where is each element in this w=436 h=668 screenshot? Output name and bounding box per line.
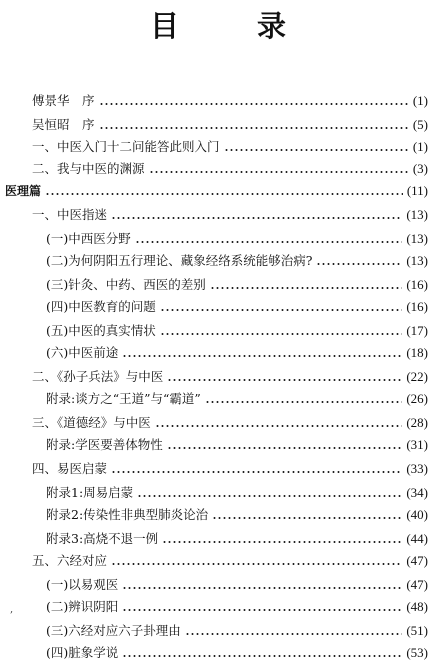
toc-entry-page-number: (47) <box>406 577 428 592</box>
toc-entry-page-number: (16) <box>406 299 428 314</box>
toc-entry <box>46 390 428 408</box>
toc-entry-page-number: (33) <box>406 461 428 476</box>
toc-entry-page-number: (31) <box>406 437 428 452</box>
dot-leader <box>99 119 409 137</box>
dot-leader <box>122 579 402 597</box>
dot-leader <box>185 625 403 643</box>
toc-entry <box>46 576 428 594</box>
dot-leader <box>162 533 402 551</box>
toc-entry <box>32 116 428 134</box>
toc-entry-title: 傅景华 序 <box>32 93 95 108</box>
toc-entry-page-number: (13) <box>406 253 428 268</box>
toc-entry <box>32 92 428 110</box>
toc-entry-title: 四、易医启蒙 <box>32 461 108 476</box>
dot-leader <box>122 347 402 365</box>
toc-entry <box>32 368 428 386</box>
toc-entry-page-number: (11) <box>406 183 428 198</box>
dot-leader <box>149 163 409 181</box>
toc-entry-page-number: (48) <box>406 599 428 614</box>
dot-leader <box>135 233 403 251</box>
toc-entry-title: 二、我与中医的渊源 <box>32 161 145 176</box>
toc-entry-title: 一、中医入门十二问能答此则入门 <box>32 139 220 154</box>
toc-entry-title: 附录:谈方之“王道”与“霸道” <box>46 391 201 406</box>
toc-entry-title: (五)中医的真实情状 <box>46 323 156 338</box>
toc-entry-page-number: (5) <box>412 117 428 132</box>
toc-entry <box>46 436 428 454</box>
toc-entry-title: 附录2:传染性非典型肺炎论治 <box>46 507 209 522</box>
dot-leader <box>210 279 403 297</box>
toc-entry <box>32 138 428 156</box>
page-title: 目 录 <box>149 9 321 43</box>
toc-entry-title: (一)中西医分野 <box>46 231 131 246</box>
dot-leader <box>155 417 403 435</box>
toc-entry-page-number: (22) <box>406 369 428 384</box>
toc-entry-page-number: (26) <box>406 391 428 406</box>
dot-leader <box>167 371 402 389</box>
toc-entry-page-number: (13) <box>406 231 428 246</box>
toc-entry-title: (二)辨识阴阳 <box>46 599 119 614</box>
toc-entry-page-number: (13) <box>406 207 428 222</box>
toc-entry-title: (二)为何阴阳五行理论、藏象经络系统能够治病? <box>46 253 313 268</box>
toc-section-heading <box>5 182 428 200</box>
dot-leader <box>316 255 402 273</box>
dot-leader <box>122 647 402 665</box>
toc-entry-page-number: (47) <box>406 553 428 568</box>
toc-entry-title: 附录:学医要善体物性 <box>46 437 163 452</box>
toc-entry-page-number: (44) <box>406 531 428 546</box>
toc-entry-page-number: (3) <box>412 161 428 176</box>
toc-entry <box>46 298 428 316</box>
toc-entry <box>46 530 428 548</box>
dot-leader <box>137 487 402 505</box>
dot-leader <box>205 393 403 411</box>
toc-entry-title: (三)六经对应六子卦理由 <box>46 623 181 638</box>
toc-entry <box>46 598 428 616</box>
dot-leader <box>122 601 402 619</box>
toc-entry <box>46 506 428 524</box>
toc-entry <box>32 552 428 570</box>
toc-entry-page-number: (53) <box>406 645 428 660</box>
toc-entry <box>46 484 428 502</box>
toc-entry-title: 附录1:周易启蒙 <box>46 485 134 500</box>
dot-leader <box>111 463 402 481</box>
toc-entry-title: 二、《孙子兵法》与中医 <box>32 369 164 384</box>
toc-entry-page-number: (18) <box>406 345 428 360</box>
toc-entry-page-number: (51) <box>406 623 428 638</box>
toc-entry-title: 附录3:高烧不退一例 <box>46 531 159 546</box>
toc-entry <box>46 252 428 270</box>
dot-leader <box>160 301 403 319</box>
toc-entry-title: 三、《道德经》与中医 <box>32 415 151 430</box>
toc-entry-title: (三)针灸、中药、西医的差别 <box>46 277 206 292</box>
toc-entry-page-number: (1) <box>412 93 428 108</box>
toc-entry-title: 吴恒昭 序 <box>32 117 95 132</box>
stray-mark: , <box>10 604 14 615</box>
toc-entry <box>32 414 428 432</box>
toc-entry <box>46 276 428 294</box>
toc-entry-page-number: (34) <box>406 485 428 500</box>
toc-entry-title: 五、六经对应 <box>32 553 108 568</box>
toc-entry <box>32 206 428 224</box>
dot-leader <box>212 509 402 527</box>
toc-entry-title: 医理篇 <box>5 184 42 198</box>
toc-entry <box>46 322 428 340</box>
toc-entry <box>32 160 428 178</box>
dot-leader <box>160 325 403 343</box>
toc-entry-title: (一)以易观医 <box>46 577 119 592</box>
dot-leader <box>224 141 409 159</box>
toc-entry <box>46 622 428 640</box>
toc-entry-page-number: (16) <box>406 277 428 292</box>
dot-leader <box>167 439 403 457</box>
toc-entry <box>46 644 428 662</box>
toc-entry-page-number: (40) <box>406 507 428 522</box>
dot-leader <box>45 185 403 203</box>
toc-entry <box>46 344 428 362</box>
toc-entry-title: (四)脏象学说 <box>46 645 119 660</box>
toc-entry <box>32 460 428 478</box>
dot-leader <box>111 555 402 573</box>
toc-entry-page-number: (1) <box>412 139 428 154</box>
toc-entry-title: 一、中医指迷 <box>32 207 108 222</box>
toc-entry-title: (四)中医教育的问题 <box>46 299 156 314</box>
toc-entry <box>46 230 428 248</box>
dot-leader <box>111 209 402 227</box>
dot-leader <box>99 95 409 113</box>
toc-entry-page-number: (28) <box>406 415 428 430</box>
toc-entry-page-number: (17) <box>406 323 428 338</box>
toc-entry-title: (六)中医前途 <box>46 345 119 360</box>
